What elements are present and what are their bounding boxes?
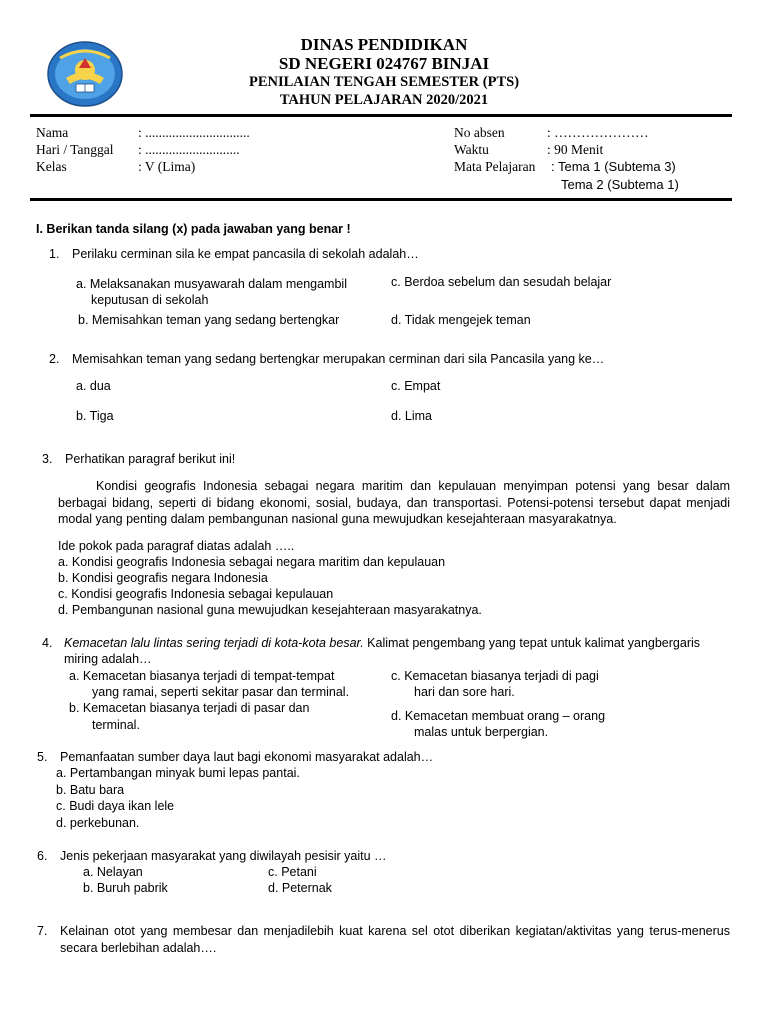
waktu-value: : 90 Menit bbox=[547, 142, 604, 157]
q4-option-d-line1[interactable]: d. Kemacetan membuat orang – orang bbox=[391, 709, 606, 723]
q4-option-a-line1[interactable]: a. Kemacetan biasanya terjadi di tempat-tempat bbox=[69, 669, 335, 683]
q4-option-d-line2[interactable]: malas untuk berpergian. bbox=[414, 725, 549, 739]
q7-number: 7. bbox=[37, 924, 48, 938]
q3-paragraph: Kondisi geografis Indonesia sebagai negara maritim dan kepulauan menyimpan potensi yang besar dalam berbagai bidang, seperti di bidang ekonomi, sosial, budaya, dan transportasi. Potensi-potensi tersebut dapat menjadi modal yang penting dalam pembangunan nasional guna mewujudkan kesejahteraan masyarakatnya. bbox=[58, 479, 730, 526]
header-divider-top bbox=[30, 114, 732, 117]
q1-option-b[interactable]: b. Memisahkan teman yang sedang bertengkar bbox=[78, 313, 340, 327]
q6-option-b[interactable]: b. Buruh pabrik bbox=[83, 881, 168, 895]
q3-text: Perhatikan paragraf berikut ini! bbox=[65, 452, 236, 466]
q1-option-d[interactable]: d. Tidak mengejek teman bbox=[391, 313, 531, 327]
q4-option-a-line2[interactable]: yang ramai, seperti sekitar pasar dan terminal. bbox=[92, 685, 350, 699]
q5-option-d[interactable]: d. perkebunan. bbox=[56, 816, 140, 830]
mata-pelajaran-value-2: Tema 2 (Subtema 1) bbox=[561, 177, 679, 192]
no-absen-value: : ………………… bbox=[547, 125, 649, 140]
q4-text-italic: Kemacetan lalu lintas sering terjadi di kota-kota besar. bbox=[64, 636, 364, 650]
q4-text-rest: Kalimat pengembang yang tepat untuk kalimat yangbergaris bbox=[363, 636, 701, 650]
q4-number: 4. bbox=[42, 636, 53, 650]
q5-number: 5. bbox=[37, 750, 48, 764]
section-title: I. Berikan tanda silang (x) pada jawaban yang benar ! bbox=[36, 222, 351, 236]
q5-option-a[interactable]: a. Pertambangan minyak bumi lepas pantai. bbox=[56, 766, 300, 780]
q2-option-b[interactable]: b. Tiga bbox=[76, 409, 114, 423]
q6-number: 6. bbox=[37, 849, 48, 863]
q5-option-b[interactable]: b. Batu bara bbox=[56, 783, 125, 797]
q6-option-a[interactable]: a. Nelayan bbox=[83, 865, 143, 879]
hari-tanggal-label: Hari / Tanggal bbox=[36, 142, 114, 157]
nama-value: : ............................... bbox=[138, 125, 250, 140]
q4-text-line2: miring adalah… bbox=[64, 652, 152, 666]
kelas-label: Kelas bbox=[36, 159, 67, 174]
q3-option-a[interactable]: a. Kondisi geografis Indonesia sebagai negara maritim dan kepulauan bbox=[58, 555, 446, 569]
q4-text bbox=[64, 635, 700, 651]
mata-pelajaran-value-1: : Tema 1 (Subtema 3) bbox=[551, 159, 676, 174]
hari-tanggal-value: : ............................ bbox=[138, 142, 240, 157]
q6-text: Jenis pekerjaan masyarakat yang diwilayah pesisir yaitu … bbox=[60, 849, 387, 863]
q2-text: Memisahkan teman yang sedang bertengkar merupakan cerminan dari sila Pancasila yang ke… bbox=[72, 352, 605, 366]
q3-option-b[interactable]: b. Kondisi geografis negara Indonesia bbox=[58, 571, 268, 585]
header-title-year: TAHUN PELAJARAN 2020/2021 bbox=[279, 92, 489, 108]
mata-pelajaran-label: Mata Pelajaran bbox=[454, 159, 536, 174]
q5-text: Pemanfaatan sumber daya laut bagi ekonomi masyarakat adalah… bbox=[60, 750, 434, 764]
kelas-value: : V (Lima) bbox=[138, 159, 196, 174]
q3-question: Ide pokok pada paragraf diatas adalah ….. bbox=[58, 539, 295, 553]
q2-option-a[interactable]: a. dua bbox=[76, 379, 111, 393]
q3-option-c[interactable]: c. Kondisi geografis Indonesia sebagai kepulauan bbox=[58, 587, 334, 601]
q5-option-c[interactable]: c. Budi daya ikan lele bbox=[56, 799, 175, 813]
q4-option-c-line1[interactable]: c. Kemacetan biasanya terjadi di pagi bbox=[391, 669, 599, 683]
q1-text: Perilaku cerminan sila ke empat pancasila di sekolah adalah… bbox=[72, 247, 419, 261]
q6-option-c[interactable]: c. Petani bbox=[268, 865, 317, 879]
q4-option-c-line2[interactable]: hari dan sore hari. bbox=[414, 685, 515, 699]
q6-option-d[interactable]: d. Peternak bbox=[268, 881, 332, 895]
header-divider-bottom bbox=[30, 198, 732, 201]
q7-text: Kelainan otot yang membesar dan menjadilebih kuat karena sel otot diberikan kegiatan/aktivitas yang terus-menerus secara berlebihan adalah…. bbox=[60, 924, 730, 955]
q1-option-c[interactable]: c. Berdoa sebelum dan sesudah belajar bbox=[391, 275, 612, 289]
q4-option-b-line2[interactable]: terminal. bbox=[92, 718, 140, 732]
nama-label: Nama bbox=[36, 125, 69, 140]
q2-option-c[interactable]: c. Empat bbox=[391, 379, 441, 393]
header-title-exam: PENILAIAN TENGAH SEMESTER (PTS) bbox=[248, 74, 520, 90]
q2-number: 2. bbox=[49, 352, 60, 366]
q3-number: 3. bbox=[42, 452, 53, 466]
q3-option-d[interactable]: d. Pembangunan nasional guna mewujudkan kesejahteraan masyarakatnya. bbox=[58, 603, 482, 617]
q1-option-a-line1[interactable]: a. Melaksanakan musyawarah dalam mengambil bbox=[76, 277, 347, 291]
q1-option-a-line2[interactable]: keputusan di sekolah bbox=[91, 293, 209, 307]
q4-option-b-line1[interactable]: b. Kemacetan biasanya terjadi di pasar dan bbox=[69, 701, 310, 715]
q2-option-d[interactable]: d. Lima bbox=[391, 409, 432, 423]
no-absen-label: No absen bbox=[454, 125, 505, 140]
header-title-school: SD NEGERI 024767 BINJAI bbox=[278, 54, 490, 73]
q1-number: 1. bbox=[49, 247, 60, 261]
header-title-dinas: DINAS PENDIDIKAN bbox=[300, 35, 468, 54]
waktu-label: Waktu bbox=[454, 142, 489, 157]
